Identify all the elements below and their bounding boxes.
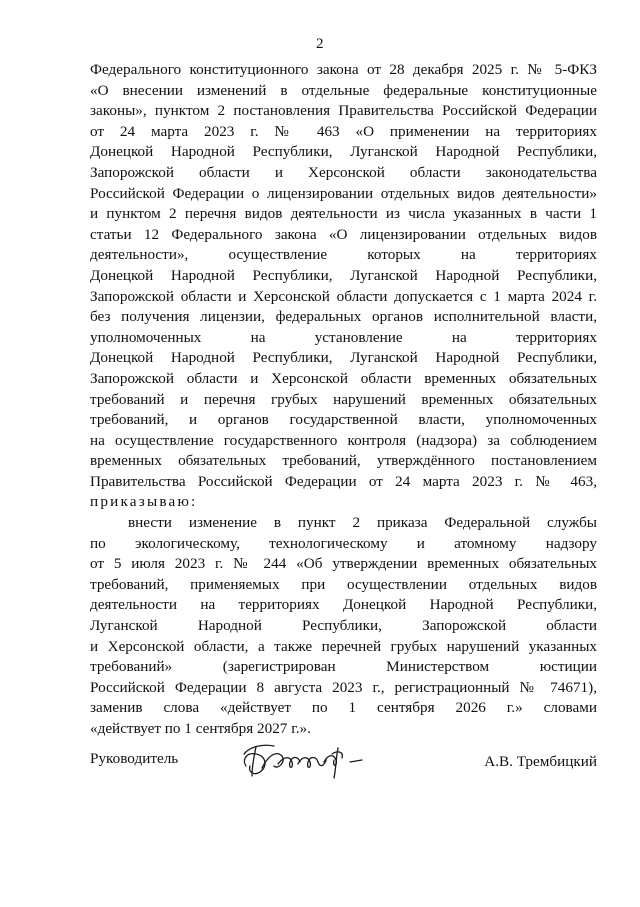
order-keyword: приказываю: <box>90 493 198 511</box>
text-line: требований, и органов государственной власти, уполномоченных <box>90 411 597 429</box>
text-line: Донецкой Народной Республики, Луганской Народной Республики, <box>90 349 597 367</box>
text-line: Донецкой Народной Республики, Луганской Народной Республики, <box>90 143 597 161</box>
text-line: «О внесении изменений в отдельные федеральные конституционные <box>90 81 597 99</box>
text-line: Запорожской области и Херсонской области временных обязательных <box>90 369 597 387</box>
text-line: по экологическому, технологическому и атомному надзору <box>90 534 597 552</box>
signature-block <box>90 746 597 786</box>
text-line: Российской Федерации 8 августа 2023 г., регистрационный № 74671), <box>90 678 597 696</box>
text-line: законы», пунктом 2 постановления Правительства Российской Федерации <box>90 102 597 120</box>
page-number: 2 <box>316 36 324 52</box>
text-line: без получения лицензии, федеральных органов исполнительной власти, <box>90 308 597 326</box>
text-line: Правительства Российской Федерации от 24 марта 2023 г. № 463, <box>90 472 597 490</box>
text-line: Запорожской области и Херсонской области допускается с 1 марта 2024 г. <box>90 287 597 305</box>
text-line: «действует по 1 сентября 2027 г.». <box>90 720 311 737</box>
text-line: Российской Федерации о лицензировании отдельных видов деятельности» <box>90 184 597 202</box>
signatory-name: А.В. Трембицкий <box>484 753 597 770</box>
text-line: временных обязательных требований, утверждённого постановлением <box>90 452 597 470</box>
text-line: требований, применяемых при осуществлении отдельных видов <box>90 575 597 593</box>
text-line: Луганской Народной Республики, Запорожской области <box>90 617 597 635</box>
handwritten-signature <box>238 738 370 782</box>
document-body <box>90 60 597 740</box>
text-line: и Херсонской области, а также перечней грубых нарушений указанных <box>90 637 597 655</box>
text-line: уполномоченных на установление на территориях <box>90 328 597 346</box>
signatory-title: Руководитель <box>90 750 179 767</box>
text-line: заменив слова «действует по 1 сентября 2026 г.» словами <box>90 699 597 717</box>
text-line: Запорожской области и Херсонской области законодательства <box>90 163 597 181</box>
text-line: от 5 июля 2023 г. № 244 «Об утверждении временных обязательных <box>90 555 597 573</box>
text-line: требований и перечня грубых нарушений временных обязательных <box>90 390 597 408</box>
text-line: на осуществление государственного контроля (надзора) за соблюдением <box>90 431 597 449</box>
text-line: и пунктом 2 перечня видов деятельности из числа указанных в части 1 <box>90 205 597 223</box>
text-line: от 24 марта 2023 г. № 463 «О применении на территориях <box>90 122 597 140</box>
text-line: внести изменение в пункт 2 приказа Федеральной службы <box>128 514 597 532</box>
text-line: требований» (зарегистрирован Министерством юстиции <box>90 658 597 676</box>
text-line: Федерального конституционного закона от 28 декабря 2025 г. № 5-ФКЗ <box>90 61 597 78</box>
text-line: деятельности», осуществление которых на территориях <box>90 246 597 264</box>
text-line: Донецкой Народной Республики, Луганской Народной Республики, <box>90 266 597 284</box>
text-line: деятельности на территориях Донецкой Народной Республики, <box>90 596 597 614</box>
text-line: статьи 12 Федерального закона «О лицензировании отдельных видов <box>90 225 597 243</box>
